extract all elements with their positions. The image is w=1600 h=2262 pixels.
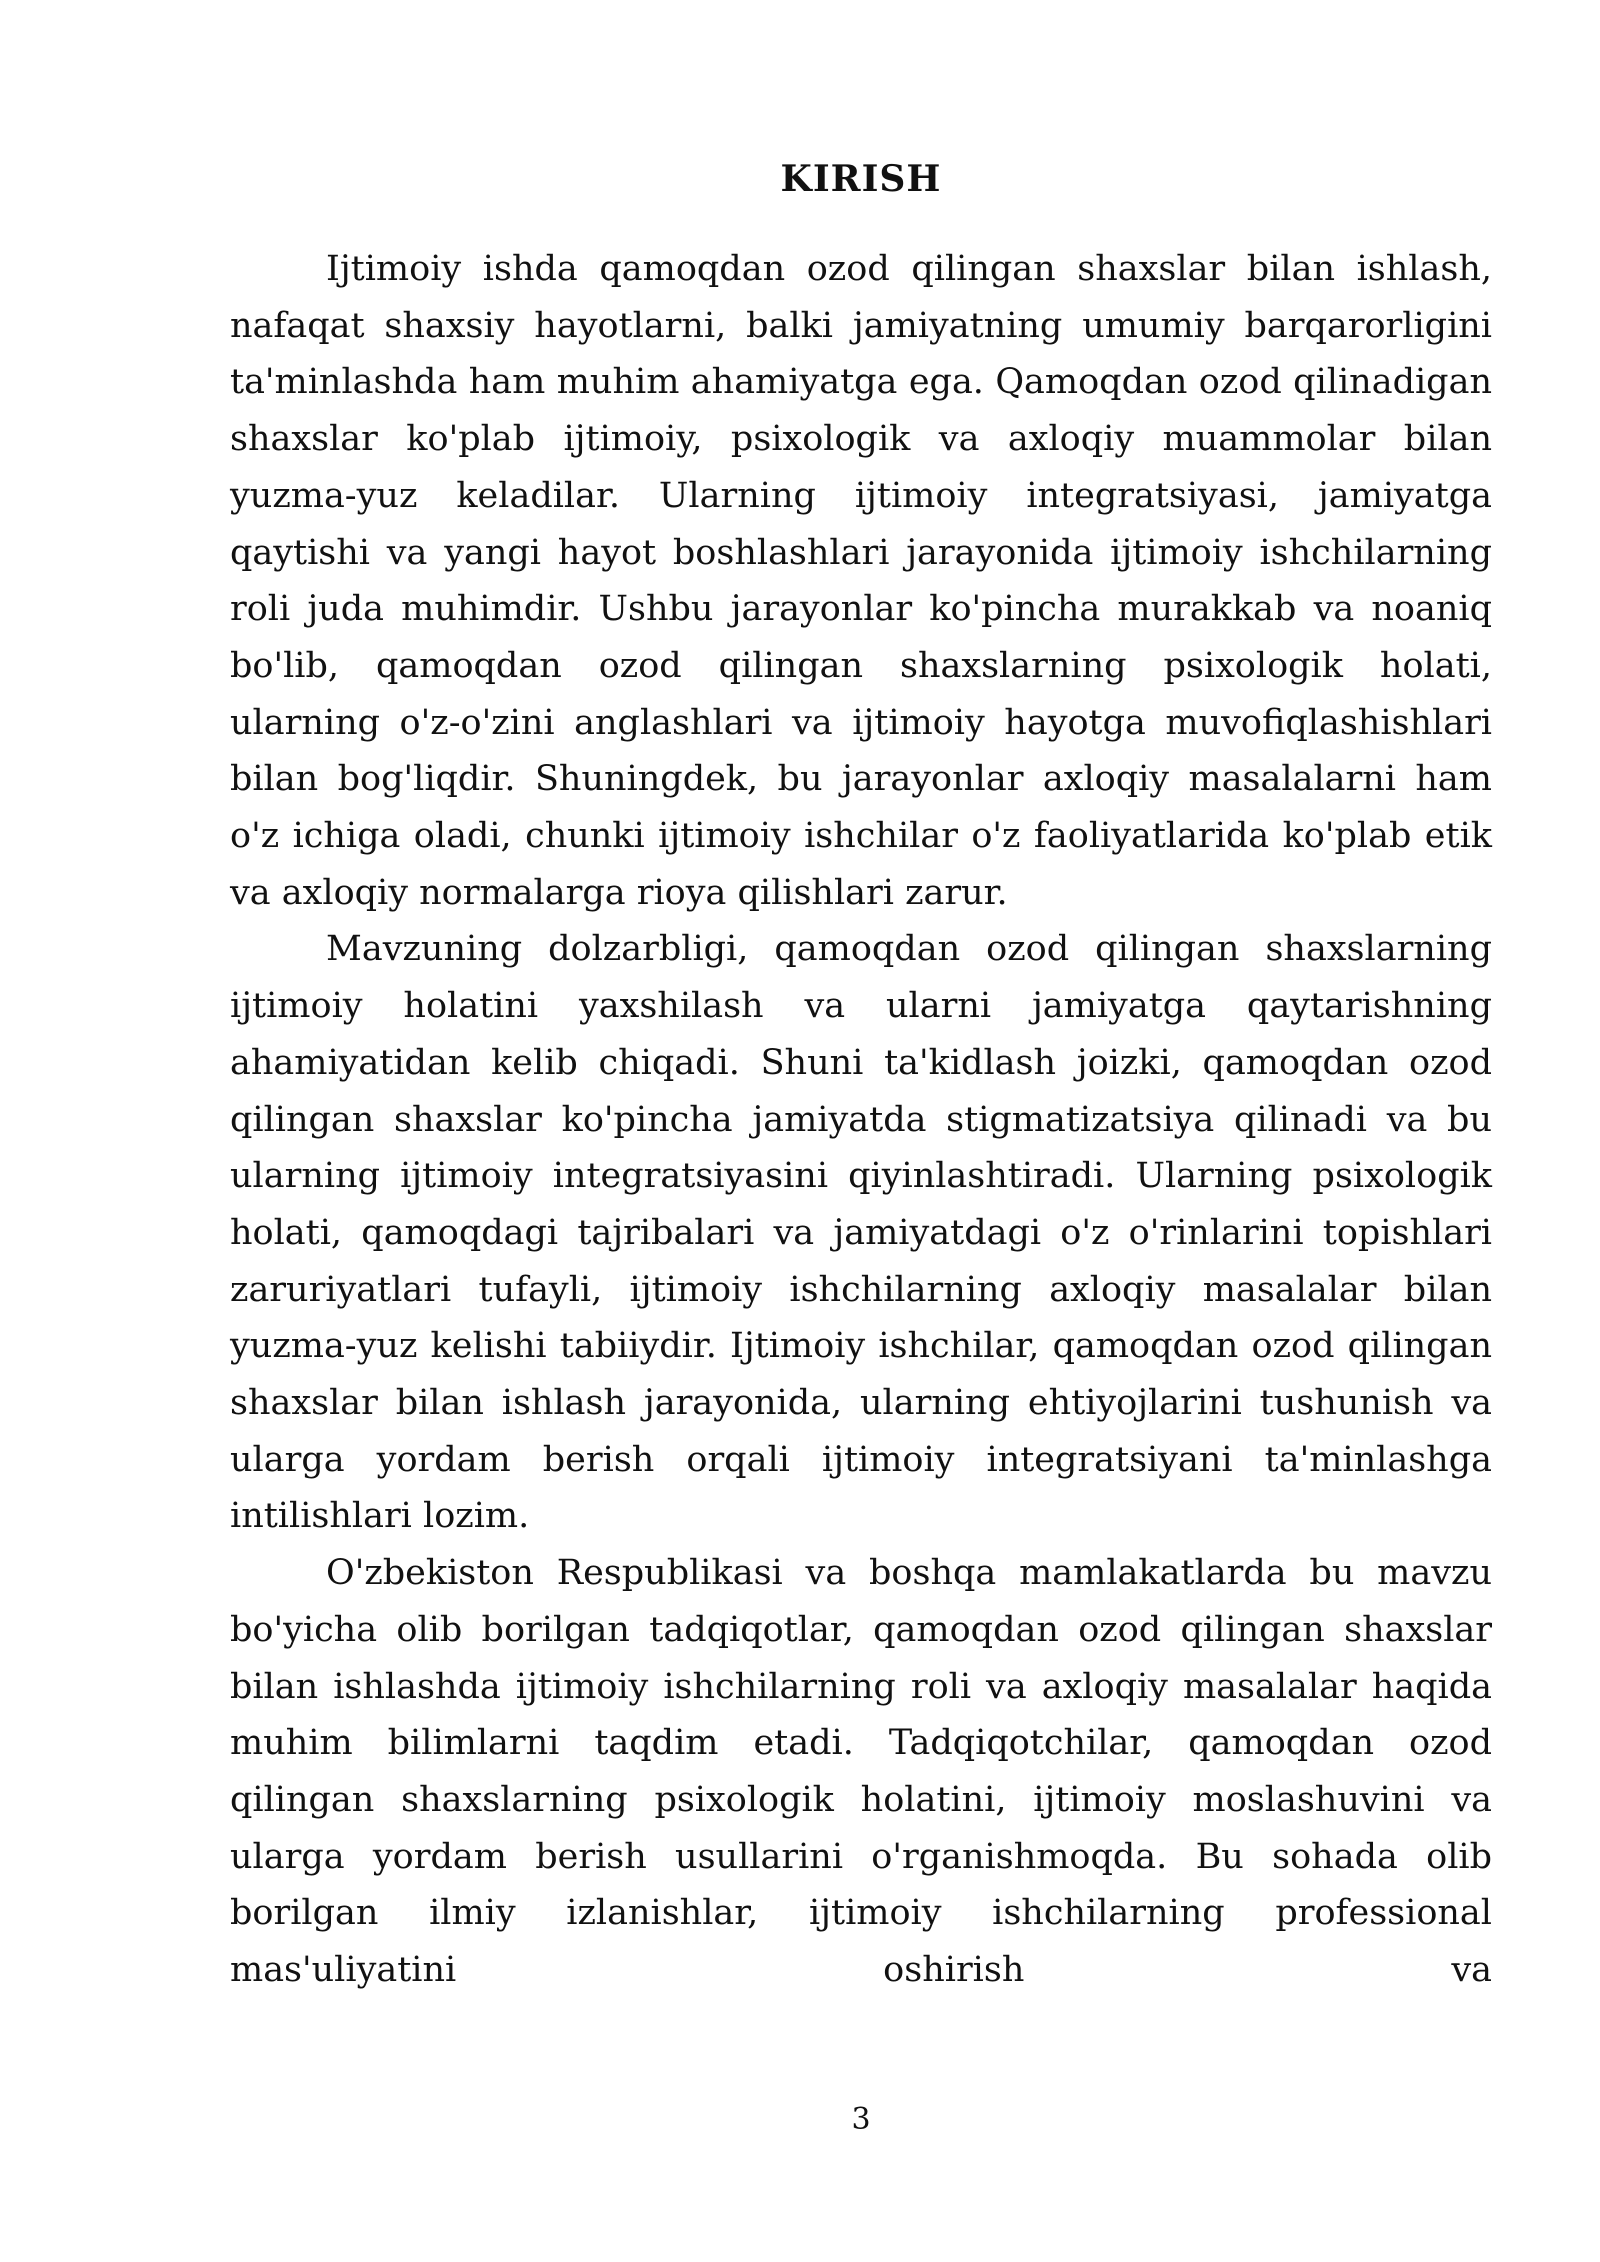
paragraph-relevance: Mavzuning dolzarbligi, qamoqdan ozod qilingan shaxslarning ijtimoiy holatini yaxshilash va ularni jamiyatga qaytarishning ahamiyatidan kelib chiqadi. Shuni ta'kidlash joizki, qamoqdan ozod qilingan shaxslar ko'pincha jamiyatda stigmatizatsiya qilinadi va bu ularning ijtimoiy integratsiyasini qiyinlashtiradi. Ularning psixologik holati, qamoqdagi tajribalari va jamiyatdagi o'z o'rinlarini topishlari zaruriyatlari tufayli, ijtimoiy ishchilarning axloqiy masalalar bilan yuzma-yuz kelishi tabiiydir. Ijtimoiy ishchilar, qamoqdan ozod qilingan shaxslar bilan ishlash jarayonida, ularning ehtiyojlarini tushunish va ularga yordam berish orqali ijtimoiy integratsiyani ta'minlashga intilishlari lozim. (230, 929, 1492, 1537)
body-text (230, 241, 1492, 1999)
paragraph-research: O'zbekiston Respublikasi va boshqa mamlakatlarda bu mavzu bo'yicha olib borilgan tadqiqotlar, qamoqdan ozod qilingan shaxslar bilan ishlashda ijtimoiy ishchilarning roli va axloqiy masalalar haqida muhim bilimlarni taqdim etadi. Tadqiqotchilar, qamoqdan ozod qilingan shaxslarning psixologik holatini, ijtimoiy moslashuvini va ularga yordam berish usullarini o'rganishmoqda. Bu sohada olib borilgan ilmiy izlanishlar, ijtimoiy ishchilarning professional mas'uliyatini oshirish va (230, 1553, 1492, 1991)
paragraph-introduction: Ijtimoiy ishda qamoqdan ozod qilingan shaxslar bilan ishlash, nafaqat shaxsiy hayotlarni, balki jamiyatning umumiy barqarorligini ta'minlashda ham muhim ahamiyatga ega. Qamoqdan ozod qilinadigan shaxslar ko'plab ijtimoiy, psixologik va axloqiy muammolar bilan yuzma-yuz keladilar. Ularning ijtimoiy integratsiyasi, jamiyatga qaytishi va yangi hayot boshlashlari jarayonida ijtimoiy ishchilarning roli juda muhimdir. Ushbu jarayonlar ko'pincha murakkab va noaniq bo'lib, qamoqdan ozod qilingan shaxslarning psixologik holati, ularning o'z-o'zini anglashlari va ijtimoiy hayotga muvofiqlashishlari bilan bog'liqdir. Shuningdek, bu jarayonlar axloqiy masalalarni ham o'z ichiga oladi, chunki ijtimoiy ishchilar o'z faoliyatlarida ko'plab etik va axloqiy normalarga rioya qilishlari zarur. (230, 249, 1492, 913)
page-number: 3 (851, 2102, 871, 2137)
section-heading: KIRISH (780, 158, 942, 200)
